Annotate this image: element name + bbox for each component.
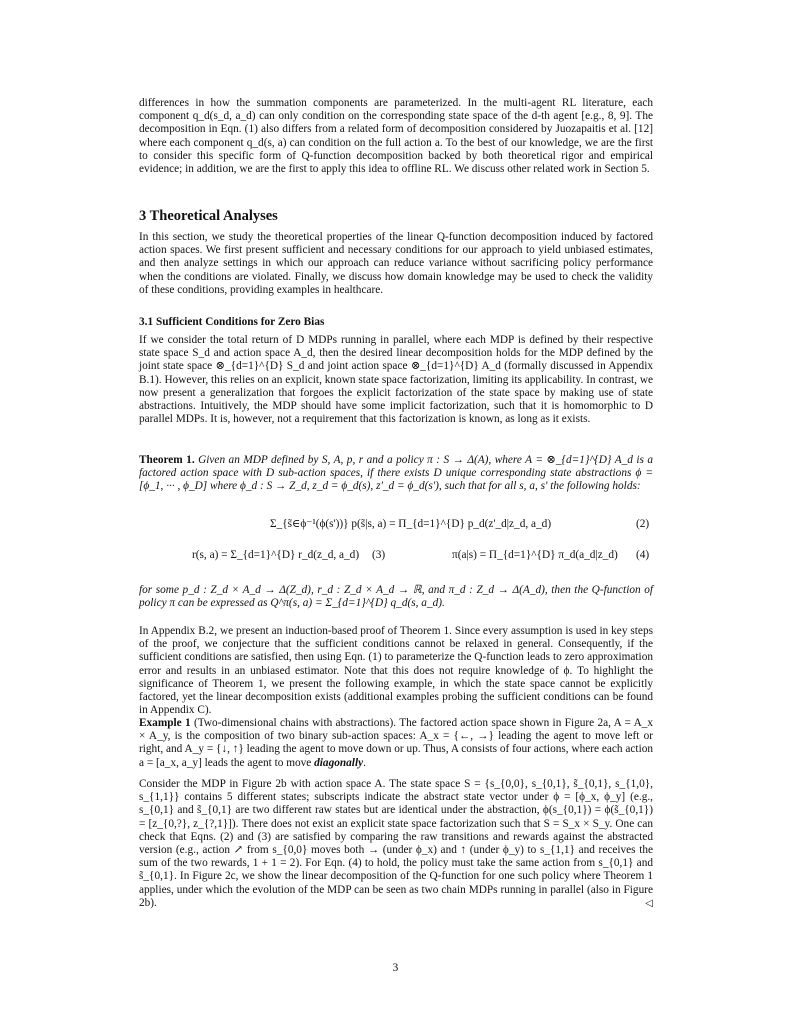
subsection-text: If we consider the total return of D MDPs running in parallel, where each MDP is defined by their respective state space S_d and action space A_d, then the desired linear decomposition holds for the MDP defined by the joint state space ⊗_{d=1}^{D} S_d and joint action space ⊗_{d=1}^{D} A_d (formally discussed in Appendix B.1). However, this relies on an explicit, known state space factorization, limiting its applicability. In contrast, we now present a generalization that forgoes the explicit factorization of the state space by making use of state abstractions. Intuitively, the MDP should have some implicit factorization, such that it is homomorphic to D parallel MDPs. It is, however, not a requirement that this factorization is known, as long as it exists. xyxy=(139,334,653,426)
mdp-text xyxy=(139,778,653,910)
equation-4-number: (4) xyxy=(636,549,650,561)
theorem-text: Given an MDP defined by S, A, p, r and a policy π : S → Δ(A), where A = ⊗_{d=1}^{D} A_d is a factored action space with D sub-action spaces, if there exists D unique corresponding state abstractions ϕ = [ϕ_1, ··· , ϕ_D] where ϕ_d : S → Z_d, z_d = ϕ_d(s), z'_d = ϕ_d(s'), such that for all s, a, s' the following holds: xyxy=(139,454,653,493)
example-emphasis: diagonally xyxy=(314,756,364,769)
equation-3-number: (3) xyxy=(372,549,386,561)
mdp-body: Consider the MDP in Figure 2b with action space A. The state space S = {s_{0,0}, s_{0,1}, s̃_{0,1}, s_{1,0}, s_{1,1}} contains 5 different states; subscripts indicate the abstract state vector under ϕ = [ϕ_x, ϕ_y] (e.g., s_{0,1} and s̃_{0,1} are two different raw states but are identical under the abstraction, ϕ(s_{0,1}) = ϕ(s̃_{0,1}) = [z_{0,?}, z_{?,1}]). There does not exist an explicit state space factorization such that S = S_x × S_y. One can check that Eqns. (2) and (3) are satisfied by comparing the raw transitions and rewards against the abstracted version (e.g., action ↗ from s_{0,0} moves both → (under ϕ_x) and ↑ (under ϕ_y) to s_{1,1} and receives the sum of the two rewards, 1 + 1 = 2). For Eqn. (4) to hold, the policy must take the same action from s_{0,1} and s̃_{0,1}. In Figure 2c, we show the linear decomposition of the Q-function for one such policy where Theorem 1 applies, under which the evolution of the MDP can be seen as two chain MDPs running in parallel (also in Figure 2b). xyxy=(139,778,653,909)
intro-text: differences in how the summation components are parameterized. In the multi-agent RL literature, each component q_d(s_d, a_d) can only condition on the corresponding state space of the d-th agent [e.g., 8, 9]. The decomposition in Eqn. (1) also differs from a related form of decomposition considered by Juozapaitis et al. [12] where each component q_d(s, a) can condition on the full action a. To the best of our knowledge, we are the first to consider this specific form of Q-function decomposition backed by both theoretical rigor and empirical evidence; in addition, we are the first to apply this idea to offline RL. We discuss other related work in Section 5. xyxy=(139,97,653,176)
proof-text: In Appendix B.2, we present an induction-based proof of Theorem 1. Since every assumption is used in key steps of the proof, we conjecture that the sufficient conditions cannot be relaxed in general. Consequently, if the sufficient conditions are satisfied, then using Eqn. (1) to parameterize the Q-function leads to zero approximation error and results in an unbiased estimator. Note that this does not require knowledge of ϕ. To highlight the significance of Theorem 1, we present the following example, in which the state space cannot be explicitly factored, yet the linear decomposition exists (additional examples probing the sufficient conditions can be found in Appendix C). xyxy=(139,625,653,717)
subsection-title: 3.1 Sufficient Conditions for Zero Bias xyxy=(139,316,325,328)
theorem-label: Theorem 1. xyxy=(139,454,195,466)
mdp-paragraph xyxy=(139,778,653,910)
theorem-tail: for some p_d : Z_d × A_d → Δ(Z_d), r_d : Z_d × A_d → ℝ, and π_d : Z_d → Δ(A_d), then the Q-function of policy π can be expressed as Q^π(s, a) = Σ_{d=1}^{D} q_d(s, a_d). xyxy=(139,584,653,610)
section-title: 3 Theoretical Analyses xyxy=(139,208,278,224)
equation-2-number: (2) xyxy=(636,518,650,530)
example-paragraph: Example 1 (Two-dimensional chains with abstractions). The factored action space shown in Figure 2a, A = A_x × A_y, is the composition of two binary sub-action spaces: A_x = {←, →} leading the agent to move left or right, and A_y = {↓, ↑} leading the agent to move down or up. Thus, A consists of four actions, where each action a = [a_x, a_y] leads the agent to move diagonally. xyxy=(139,717,654,769)
example-title: (Two-dimensional chains with abstractions). xyxy=(193,717,397,729)
proof-paragraph xyxy=(139,625,653,717)
example-label: Example 1 xyxy=(139,717,191,729)
theorem-block xyxy=(139,454,653,494)
end-of-example-mark: ◁ xyxy=(645,897,653,909)
section-paragraph xyxy=(139,231,653,297)
subsection-paragraph xyxy=(139,334,653,426)
example-text: The factored action space shown in Figure 2a, A = A_x × A_y, is the composition of two binary sub-action spaces: A_x = {←, →} leading the agent to move left or right, and A_y = {↓, ↑} leading the agent to move down or up. Thus, A consists of four actions, where each action a = [a_x, a_y] leads the agent to move xyxy=(139,717,654,769)
example-block xyxy=(139,717,653,770)
theorem-tail-block xyxy=(139,584,653,610)
section-text: In this section, we study the theoretical properties of the linear Q-function decomposition induced by factored action spaces. We first present sufficient and necessary conditions for our approach to yield unbiased estimates, and then analyze settings in which our approach can reduce variance without sacrificing policy performance when the conditions are violated. Finally, we discuss how domain knowledge may be used to check the validity of these conditions, providing examples in healthcare. xyxy=(139,231,653,296)
section-heading xyxy=(139,208,653,225)
equation-3: r(s, a) = Σ_{d=1}^{D} r_d(z_d, a_d) xyxy=(192,549,360,561)
page-number: 3 xyxy=(392,962,399,974)
equation-4: π(a|s) = Π_{d=1}^{D} π_d(a_d|z_d) xyxy=(452,549,618,561)
theorem-paragraph xyxy=(139,454,653,494)
intro-paragraph xyxy=(139,97,653,176)
subsection-heading xyxy=(139,316,653,329)
equation-2: Σ_{s̃∈ϕ⁻¹(ϕ(s'))} p(s̃|s, a) = Π_{d=1}^{D} p_d(z'_d|z_d, a_d) xyxy=(270,518,552,530)
